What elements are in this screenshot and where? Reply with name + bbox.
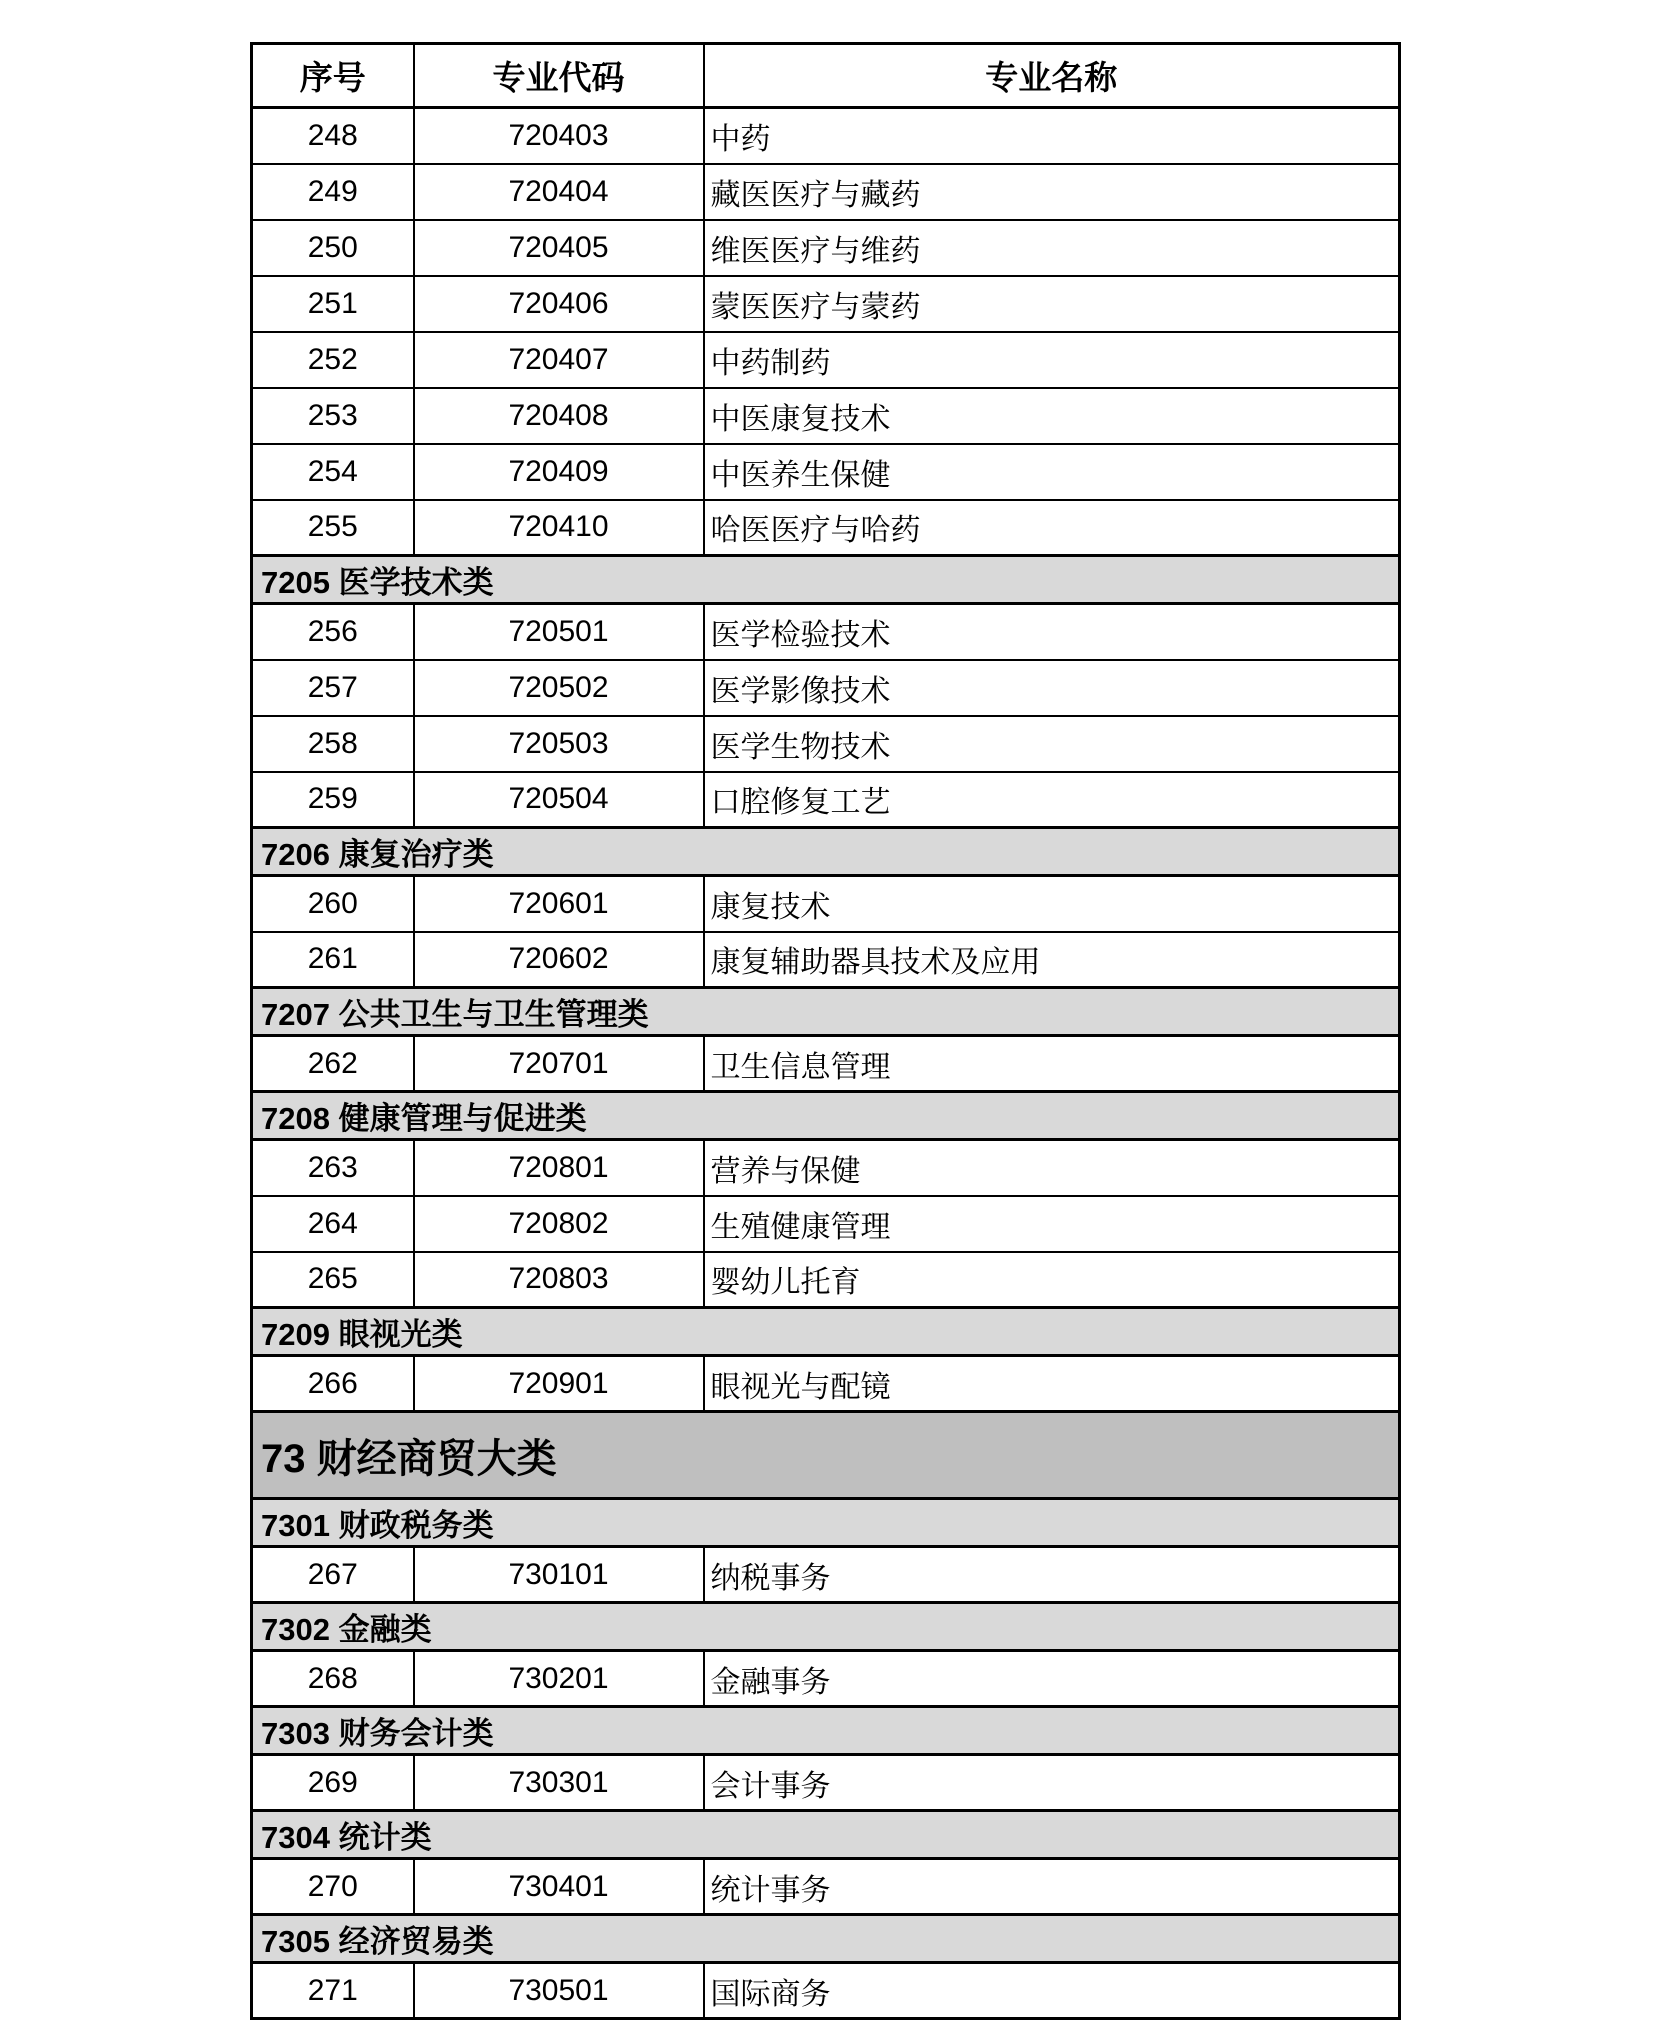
- table-body: [252, 108, 1400, 2019]
- table-row: [252, 772, 1400, 828]
- section-cell: 7207 公共卫生与卫生管理类: [252, 988, 1400, 1036]
- code-cell: 720504: [414, 772, 704, 828]
- header-name: 专业名称: [704, 44, 1400, 108]
- section-row: [252, 1603, 1400, 1651]
- serial-cell: 270: [252, 1859, 414, 1915]
- serial-cell: 264: [252, 1196, 414, 1252]
- section-row: [252, 1811, 1400, 1859]
- section-row: [252, 988, 1400, 1036]
- section-row: [252, 1915, 1400, 1963]
- section-cell: 7303 财务会计类: [252, 1707, 1400, 1755]
- name-cell: 中医养生保健: [704, 444, 1400, 500]
- section-row: [252, 1092, 1400, 1140]
- table-row: [252, 444, 1400, 500]
- name-cell: 生殖健康管理: [704, 1196, 1400, 1252]
- section-cell: 7205 医学技术类: [252, 556, 1400, 604]
- table-row: [252, 1547, 1400, 1603]
- serial-cell: 252: [252, 332, 414, 388]
- code-cell: 720406: [414, 276, 704, 332]
- section-row: [252, 556, 1400, 604]
- serial-cell: 260: [252, 876, 414, 932]
- section-cell: 7304 统计类: [252, 1811, 1400, 1859]
- table-row: [252, 876, 1400, 932]
- table-row: [252, 108, 1400, 164]
- code-cell: 720410: [414, 500, 704, 556]
- name-cell: 医学检验技术: [704, 604, 1400, 660]
- table-row: [252, 604, 1400, 660]
- section-row: [252, 1499, 1400, 1547]
- name-cell: 中药: [704, 108, 1400, 164]
- serial-cell: 266: [252, 1356, 414, 1412]
- code-cell: 720802: [414, 1196, 704, 1252]
- code-cell: 720503: [414, 716, 704, 772]
- table-row: [252, 1963, 1400, 2019]
- header-row: [252, 44, 1400, 108]
- table-row: [252, 164, 1400, 220]
- table-row: [252, 1356, 1400, 1412]
- code-cell: 720405: [414, 220, 704, 276]
- name-cell: 婴幼儿托育: [704, 1252, 1400, 1308]
- table-header: [252, 44, 1400, 108]
- code-cell: 720404: [414, 164, 704, 220]
- table-row: [252, 220, 1400, 276]
- table-row: [252, 1651, 1400, 1707]
- serial-cell: 271: [252, 1963, 414, 2019]
- name-cell: 统计事务: [704, 1859, 1400, 1915]
- code-cell: 730401: [414, 1859, 704, 1915]
- serial-cell: 250: [252, 220, 414, 276]
- code-cell: 720407: [414, 332, 704, 388]
- code-cell: 720701: [414, 1036, 704, 1092]
- table-row: [252, 1252, 1400, 1308]
- name-cell: 维医医疗与维药: [704, 220, 1400, 276]
- header-serial: 序号: [252, 44, 414, 108]
- code-cell: 720602: [414, 932, 704, 988]
- name-cell: 康复技术: [704, 876, 1400, 932]
- serial-cell: 259: [252, 772, 414, 828]
- section-row: [252, 1308, 1400, 1356]
- name-cell: 金融事务: [704, 1651, 1400, 1707]
- name-cell: 哈医医疗与哈药: [704, 500, 1400, 556]
- section-cell: 7209 眼视光类: [252, 1308, 1400, 1356]
- section-cell: 7208 健康管理与促进类: [252, 1092, 1400, 1140]
- serial-cell: 268: [252, 1651, 414, 1707]
- table-row: [252, 1196, 1400, 1252]
- name-cell: 眼视光与配镜: [704, 1356, 1400, 1412]
- serial-cell: 261: [252, 932, 414, 988]
- name-cell: 会计事务: [704, 1755, 1400, 1811]
- code-cell: 730101: [414, 1547, 704, 1603]
- serial-cell: 254: [252, 444, 414, 500]
- code-cell: 720803: [414, 1252, 704, 1308]
- section-cell: 7206 康复治疗类: [252, 828, 1400, 876]
- table-row: [252, 1755, 1400, 1811]
- code-cell: 730201: [414, 1651, 704, 1707]
- table-row: [252, 276, 1400, 332]
- serial-cell: 253: [252, 388, 414, 444]
- section-cell: 7302 金融类: [252, 1603, 1400, 1651]
- serial-cell: 269: [252, 1755, 414, 1811]
- serial-cell: 265: [252, 1252, 414, 1308]
- table-row: [252, 1140, 1400, 1196]
- name-cell: 中医康复技术: [704, 388, 1400, 444]
- major-section-cell: 73 财经商贸大类: [252, 1412, 1400, 1499]
- code-cell: 720901: [414, 1356, 704, 1412]
- serial-cell: 258: [252, 716, 414, 772]
- serial-cell: 267: [252, 1547, 414, 1603]
- table-row: [252, 716, 1400, 772]
- header-code: 专业代码: [414, 44, 704, 108]
- section-cell: 7305 经济贸易类: [252, 1915, 1400, 1963]
- name-cell: 藏医医疗与藏药: [704, 164, 1400, 220]
- table-row: [252, 1859, 1400, 1915]
- table-row: [252, 932, 1400, 988]
- serial-cell: 256: [252, 604, 414, 660]
- code-cell: 730301: [414, 1755, 704, 1811]
- table-row: [252, 332, 1400, 388]
- code-cell: 720501: [414, 604, 704, 660]
- code-cell: 720801: [414, 1140, 704, 1196]
- name-cell: 医学影像技术: [704, 660, 1400, 716]
- serial-cell: 248: [252, 108, 414, 164]
- table-row: [252, 660, 1400, 716]
- name-cell: 中药制药: [704, 332, 1400, 388]
- name-cell: 口腔修复工艺: [704, 772, 1400, 828]
- code-cell: 720408: [414, 388, 704, 444]
- section-cell: 7301 财政税务类: [252, 1499, 1400, 1547]
- major-section-row: [252, 1412, 1400, 1499]
- code-cell: 730501: [414, 1963, 704, 2019]
- serial-cell: 263: [252, 1140, 414, 1196]
- serial-cell: 255: [252, 500, 414, 556]
- code-cell: 720409: [414, 444, 704, 500]
- serial-cell: 262: [252, 1036, 414, 1092]
- table-row: [252, 1036, 1400, 1092]
- name-cell: 蒙医医疗与蒙药: [704, 276, 1400, 332]
- name-cell: 营养与保健: [704, 1140, 1400, 1196]
- name-cell: 康复辅助器具技术及应用: [704, 932, 1400, 988]
- code-cell: 720502: [414, 660, 704, 716]
- major-code-table: [250, 42, 1401, 2020]
- name-cell: 卫生信息管理: [704, 1036, 1400, 1092]
- serial-cell: 251: [252, 276, 414, 332]
- section-row: [252, 1707, 1400, 1755]
- serial-cell: 249: [252, 164, 414, 220]
- name-cell: 医学生物技术: [704, 716, 1400, 772]
- table-row: [252, 500, 1400, 556]
- code-cell: 720403: [414, 108, 704, 164]
- name-cell: 国际商务: [704, 1963, 1400, 2019]
- table-row: [252, 388, 1400, 444]
- code-cell: 720601: [414, 876, 704, 932]
- serial-cell: 257: [252, 660, 414, 716]
- section-row: [252, 828, 1400, 876]
- name-cell: 纳税事务: [704, 1547, 1400, 1603]
